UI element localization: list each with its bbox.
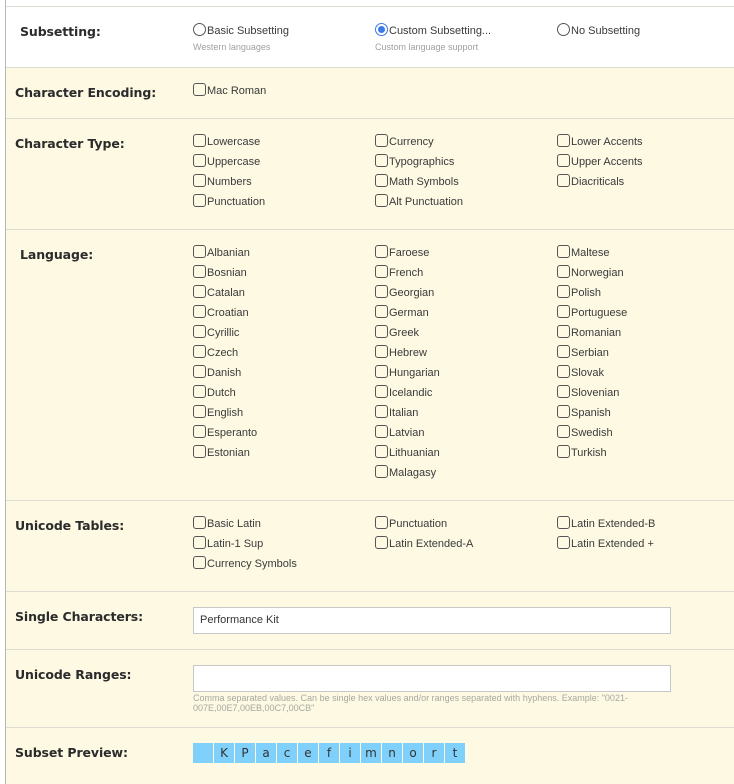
language-label: Language: (20, 247, 94, 262)
unicode-ranges-input[interactable] (193, 665, 671, 692)
checkbox-icon[interactable] (557, 365, 570, 378)
checkbox-currency[interactable]: Currency (375, 134, 434, 147)
checkbox-icon[interactable] (375, 154, 388, 167)
character-type-label: Character Type: (15, 136, 125, 151)
checkbox-punctuation[interactable]: Punctuation (193, 194, 265, 207)
radio-icon[interactable] (557, 23, 570, 36)
checkbox-esperanto[interactable]: Esperanto (193, 425, 257, 438)
checkbox-icon[interactable] (375, 536, 388, 549)
checkbox-icon[interactable] (375, 285, 388, 298)
checkbox-icon[interactable] (193, 194, 206, 207)
checkbox-numbers[interactable]: Numbers (193, 174, 252, 187)
checkbox-icon[interactable] (193, 265, 206, 278)
checkbox-english[interactable]: English (193, 405, 243, 418)
checkbox-albanian[interactable]: Albanian (193, 245, 250, 258)
checkbox-malagasy[interactable]: Malagasy (375, 465, 436, 478)
radio-selected-icon[interactable] (375, 23, 388, 36)
checkbox-icon[interactable] (193, 405, 206, 418)
single-characters-label: Single Characters: (15, 609, 144, 624)
checkbox-lowercase[interactable]: Lowercase (193, 134, 260, 147)
checkbox-icon[interactable] (557, 134, 570, 147)
checkbox-icon[interactable] (375, 425, 388, 438)
checkbox-slovenian[interactable]: Slovenian (557, 385, 619, 398)
checkbox-uppercase[interactable]: Uppercase (193, 154, 260, 167)
unicode-ranges-label: Unicode Ranges: (15, 667, 132, 682)
checkbox-icon[interactable] (375, 465, 388, 478)
single-characters-input[interactable]: Performance Kit (193, 607, 671, 634)
checkbox-romanian[interactable]: Romanian (557, 325, 621, 338)
subset-preview-label: Subset Preview: (15, 745, 128, 760)
single-characters-row (6, 591, 734, 649)
checkbox-typographics[interactable]: Typographics (375, 154, 454, 167)
checkbox-icon[interactable] (193, 425, 206, 438)
checkbox-spanish[interactable]: Spanish (557, 405, 611, 418)
checkbox-icon[interactable] (557, 245, 570, 258)
checkbox-icon[interactable] (193, 445, 206, 458)
preview-glyph: m (361, 743, 381, 763)
checkbox-portuguese[interactable]: Portuguese (557, 305, 627, 318)
checkbox-basic-latin[interactable]: Basic Latin (193, 516, 261, 529)
checkbox-icon[interactable] (375, 385, 388, 398)
hint-line-2: 007E,00E7,00EB,00C7,00CB" (193, 703, 315, 713)
character-encoding-label: Character Encoding: (15, 85, 157, 100)
preview-glyph (193, 743, 213, 763)
checkbox-icon[interactable] (557, 285, 570, 298)
checkbox-icon[interactable] (193, 385, 206, 398)
checkbox-croatian[interactable]: Croatian (193, 305, 249, 318)
unicode-ranges-row (6, 649, 734, 727)
checkbox-icon[interactable] (557, 536, 570, 549)
preview-glyph: e (298, 743, 318, 763)
checkbox-french[interactable]: French (375, 265, 423, 278)
hint-line-1: Comma separated values. Can be single hex values and/or ranges separated with hyphens. Example: "0021- (193, 693, 628, 703)
radio-no-subsetting[interactable]: No Subsetting (557, 23, 640, 36)
unicode-tables-label: Unicode Tables: (15, 518, 125, 533)
checkbox-upper-accents[interactable]: Upper Accents (557, 154, 643, 167)
checkbox-greek[interactable]: Greek (375, 325, 419, 338)
checkbox-latin-extended-b[interactable]: Latin Extended-B (557, 516, 655, 529)
checkbox-catalan[interactable]: Catalan (193, 285, 245, 298)
checkbox-icon[interactable] (193, 285, 206, 298)
radio-basic-subsetting[interactable]: Basic Subsetting (193, 23, 289, 36)
checkbox-icon[interactable] (193, 134, 206, 147)
language-row (6, 229, 734, 500)
checkbox-icon[interactable] (557, 385, 570, 398)
unicode-ranges-hint (193, 693, 653, 713)
checkbox-latin-extended-plus[interactable]: Latin Extended + (557, 536, 654, 549)
checkbox-diacriticals[interactable]: Diacriticals (557, 174, 624, 187)
checkbox-icon[interactable] (193, 154, 206, 167)
checkbox-icon[interactable] (375, 134, 388, 147)
checkbox-icelandic[interactable]: Icelandic (375, 385, 432, 398)
checkbox-icon[interactable] (557, 154, 570, 167)
checkbox-icon[interactable] (193, 245, 206, 258)
checkbox-icon[interactable] (557, 445, 570, 458)
checkbox-currency-symbols[interactable]: Currency Symbols (193, 556, 297, 569)
preview-glyph: o (403, 743, 423, 763)
subset-preview-glyphs (193, 743, 465, 763)
checkbox-faroese[interactable]: Faroese (375, 245, 429, 258)
checkbox-lower-accents[interactable]: Lower Accents (557, 134, 643, 147)
preview-glyph: K (214, 743, 234, 763)
checkbox-icon[interactable] (375, 345, 388, 358)
checkbox-icon[interactable] (557, 345, 570, 358)
subset-preview-row (6, 727, 734, 784)
checkbox-icon[interactable] (557, 516, 570, 529)
checkbox-serbian[interactable]: Serbian (557, 345, 609, 358)
checkbox-german[interactable]: German (375, 305, 429, 318)
checkbox-alt-punctuation[interactable]: Alt Punctuation (375, 194, 463, 207)
checkbox-icon[interactable] (557, 265, 570, 278)
checkbox-icon[interactable] (557, 305, 570, 318)
checkbox-hungarian[interactable]: Hungarian (375, 365, 440, 378)
checkbox-slovak[interactable]: Slovak (557, 365, 604, 378)
checkbox-icon[interactable] (375, 445, 388, 458)
preview-glyph: P (235, 743, 255, 763)
checkbox-estonian[interactable]: Estonian (193, 445, 250, 458)
preview-glyph: t (445, 743, 465, 763)
checkbox-icon[interactable] (375, 305, 388, 318)
checkbox-icon[interactable] (193, 345, 206, 358)
checkbox-dutch[interactable]: Dutch (193, 385, 236, 398)
checkbox-danish[interactable]: Danish (193, 365, 241, 378)
checkbox-icon[interactable] (193, 516, 206, 529)
checkbox-icon[interactable] (375, 405, 388, 418)
checkbox-icon[interactable] (193, 365, 206, 378)
checkbox-icon[interactable] (193, 325, 206, 338)
checkbox-latin-1-sup[interactable]: Latin-1 Sup (193, 536, 263, 549)
checkbox-latin-extended-a[interactable]: Latin Extended-A (375, 536, 473, 549)
checkbox-unicode-punctuation[interactable]: Punctuation (375, 516, 447, 529)
checkbox-icon[interactable] (557, 325, 570, 338)
checkbox-icon[interactable] (557, 174, 570, 187)
custom-subsetting-sublabel: Custom language support (375, 42, 479, 52)
checkbox-icon[interactable] (193, 305, 206, 318)
checkbox-swedish[interactable]: Swedish (557, 425, 613, 438)
character-type-row (6, 118, 734, 229)
unicode-tables-row (6, 500, 734, 591)
checkbox-czech[interactable]: Czech (193, 345, 238, 358)
radio-custom-subsetting[interactable]: Custom Subsetting... (375, 23, 491, 36)
preview-glyph: i (340, 743, 360, 763)
checkbox-icon[interactable] (375, 365, 388, 378)
preview-glyph: f (319, 743, 339, 763)
checkbox-math-symbols[interactable]: Math Symbols (375, 174, 459, 187)
checkbox-norwegian[interactable]: Norwegian (557, 265, 624, 278)
checkbox-icon[interactable] (557, 405, 570, 418)
checkbox-mac-roman[interactable]: Mac Roman (193, 83, 266, 96)
checkbox-icon[interactable] (193, 536, 206, 549)
checkbox-icon[interactable] (557, 425, 570, 438)
checkbox-icon[interactable] (375, 245, 388, 258)
checkbox-lithuanian[interactable]: Lithuanian (375, 445, 440, 458)
checkbox-icon[interactable] (193, 556, 206, 569)
preview-glyph: c (277, 743, 297, 763)
checkbox-icon[interactable] (193, 174, 206, 187)
checkbox-icon[interactable] (375, 174, 388, 187)
basic-subsetting-sublabel: Western languages (193, 42, 271, 52)
radio-icon[interactable] (193, 23, 206, 36)
checkbox-cyrillic[interactable]: Cyrillic (193, 325, 239, 338)
checkbox-icon[interactable] (375, 325, 388, 338)
subsetting-row (6, 6, 734, 68)
checkbox-icon[interactable] (375, 194, 388, 207)
checkbox-turkish[interactable]: Turkish (557, 445, 607, 458)
preview-glyph: n (382, 743, 402, 763)
checkbox-icon[interactable] (375, 265, 388, 278)
checkbox-italian[interactable]: Italian (375, 405, 418, 418)
checkbox-bosnian[interactable]: Bosnian (193, 265, 247, 278)
checkbox-polish[interactable]: Polish (557, 285, 601, 298)
checkbox-latvian[interactable]: Latvian (375, 425, 424, 438)
checkbox-icon[interactable] (193, 83, 206, 96)
checkbox-maltese[interactable]: Maltese (557, 245, 610, 258)
preview-glyph: a (256, 743, 276, 763)
character-encoding-row (6, 67, 734, 118)
checkbox-georgian[interactable]: Georgian (375, 285, 434, 298)
preview-glyph: r (424, 743, 444, 763)
checkbox-icon[interactable] (375, 516, 388, 529)
subsetting-label: Subsetting: (20, 24, 101, 39)
checkbox-hebrew[interactable]: Hebrew (375, 345, 427, 358)
